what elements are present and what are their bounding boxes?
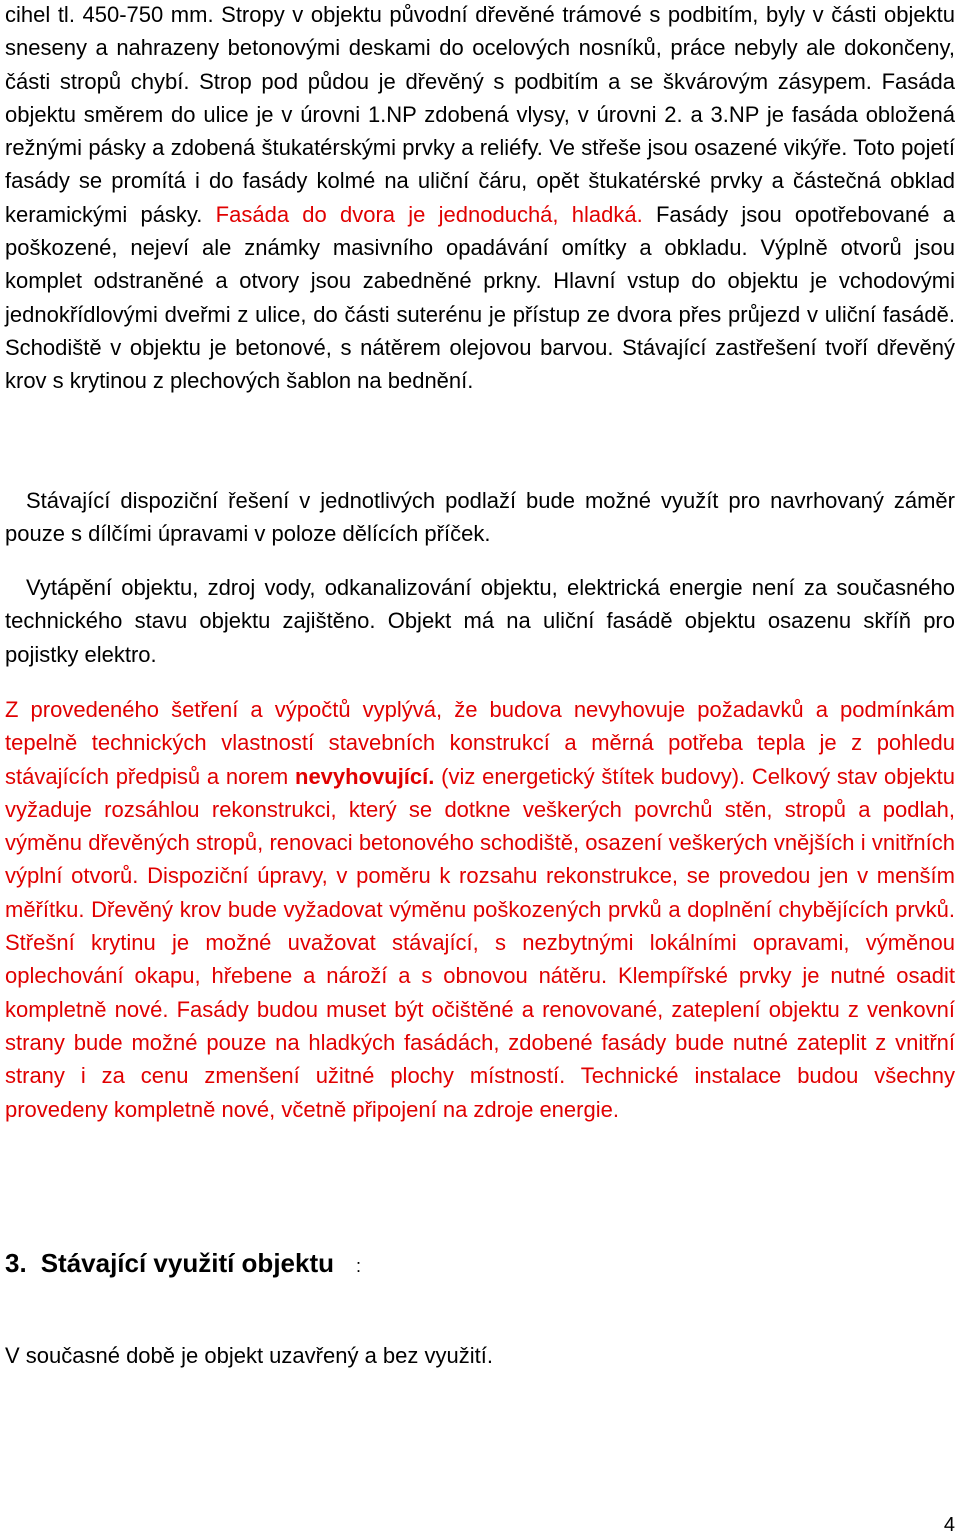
- text-black: Fasády jsou opotřebované a poškozené, nejeví ale známky masivního opadávání omítky a obkladu. Výplně otvorů jsou komplet odstraněné a otvory jsou zabedněné prkny. Hlavní vstup do objektu je vchodovými jednokřídlovými dveřmi z ulice, do části suterénu je přístup ze dvora přes průjezd v uliční fasádě. Schodiště v objektu je betonové, s nátěrem olejovou barvou. Stávající zastřešení tvoří dřevěný krov s krytinou z plechových šablon na bednění.: [5, 201, 955, 394]
- paragraph-building-description: [5, 0, 955, 398]
- paragraph-current-use: V současné době je objekt uzavřený a bez využití.: [5, 1343, 493, 1368]
- text-red: Z provedeného šetření a výpočtů vyplývá, že budova nevyhovuje požadavků a podmínkám tepelně technických vlastností stavebních konstrukcí a měrná potřeba tepla je z pohledu stávajících předpisů a norem: [5, 697, 955, 789]
- text-black: cihel tl. 450-750 mm. Stropy v objektu původní dřevěné trámové s podbitím, byly v části objektu sneseny a nahrazeny betonovými deskami do ocelových nosníků, práce nebyly ale dokončeny, části stropů chybí. Strop pod půdou je dřevěný s podbitím a se škvárovým zásypem. Fasáda objektu směrem do ulice je v úrovni 1.NP zdobená vlysy, v úrovni 2. a 3.NP je fasáda obložená režnými pásky a zdobená štukatérskými prvky a reliéfy. Ve střeše jsou osazené vikýře. Toto pojetí fasády se promítá i do fasády kolmé na uliční čáru, opět štukatérské prvky a částečná obklad keramickými pásky.: [5, 2, 955, 227]
- paragraph-conclusion: [5, 693, 955, 1126]
- paragraph-utilities: Vytápění objektu, zdroj vody, odkanalizování objektu, elektrická energie není za současného technického stavu objektu zajištěno. Objekt má na uliční fasádě objektu osazenu skříň pro pojistky elektro.: [5, 575, 955, 667]
- section-title: Stávající využití objektu: [40, 1248, 334, 1278]
- section-heading: [5, 1248, 361, 1279]
- paragraph-layout: Stávající dispoziční řešení v jednotlivých podlaží bude možné využít pro navrhovaný záměr pouze s dílčími úpravami v poloze dělících příček.: [5, 488, 955, 547]
- section-number: 3.: [5, 1248, 27, 1278]
- text-bold-red: nevyhovující.: [295, 763, 435, 789]
- text-red: Fasáda do dvora je jednoduchá, hladká.: [215, 201, 643, 227]
- page-number: 4: [943, 1514, 955, 1536]
- text-red: (viz energetický štítek budovy). Celkový stav objektu vyžaduje rozsáhlou rekonstrukci, který se dotkne veškerých povrchů stěn, stropů a podlah, výměnu dřevěných stropů, renovaci betonového schodiště, osazení veškerých vnějších i vnitřních výplní otvorů. Dispoziční úpravy, v poměru k rozsahu rekonstrukce, se provedou jen v menším měřítku. Dřevěný krov bude vyžadovat výměnu poškozených prvků a doplnění chybějících prvků. Střešní krytinu je možné uvažovat stávající, s nezbytnými lokálními opravami, výměnou oplechování okapu, hřebene a nároží a s obnovou nátěru. Klempířské prvky je nutné osadit kompletně nové. Fasády budou muset být očištěné a renovované, zateplení objektu z venkovní strany bude možné pouze na hladkých fasádách, zdobené fasády bude nutné zateplit z vnitřní strany i za cenu zmenšení užitné plochy místností. Technické instalace budou všechny provedeny kompletně nové, včetně připojení na zdroje energie.: [5, 763, 955, 1122]
- section-colon: :: [356, 1256, 362, 1276]
